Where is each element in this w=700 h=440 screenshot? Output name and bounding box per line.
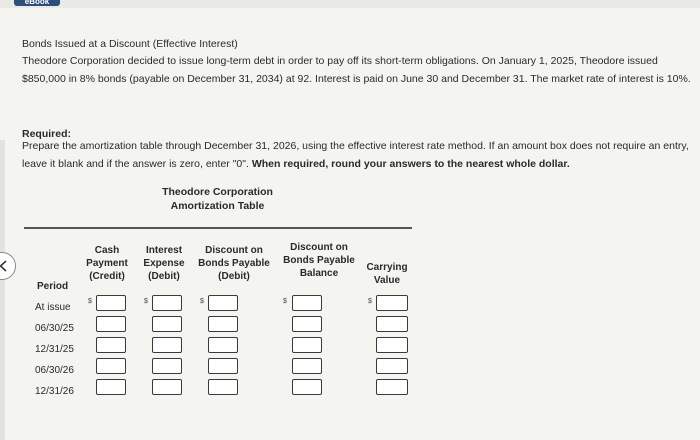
- header-line: Discount on: [205, 245, 263, 256]
- discount-amortized-input-12-31-25[interactable]: [208, 337, 238, 353]
- cash-payment-input-06-30-25[interactable]: [96, 316, 126, 332]
- period-label-12-31-25: 12/31/25: [35, 344, 74, 355]
- currency-symbol: $: [368, 298, 372, 305]
- interest-expense-header: [138, 244, 190, 283]
- carrying-value-input-12-31-26[interactable]: [376, 379, 408, 395]
- discount-balance-header: [278, 241, 360, 280]
- problem-title: Bonds Issued at a Discount (Effective Interest): [22, 38, 238, 50]
- discount-balance-input-06-30-26[interactable]: [292, 358, 322, 374]
- instructions-rounding: When required, round your answers to the nearest whole dollar.: [251, 158, 570, 170]
- top-bar: [0, 0, 700, 8]
- cash-payment-input-12-31-26[interactable]: [96, 379, 126, 395]
- currency-symbol: $: [200, 298, 204, 305]
- carrying-value-input-at-issue[interactable]: [376, 295, 408, 311]
- discount-on-bonds-header: [194, 244, 274, 283]
- company-name: Theodore Corporation: [162, 186, 273, 198]
- header-line: (Debit): [148, 271, 180, 282]
- interest-expense-input-at-issue[interactable]: [152, 295, 182, 311]
- header-line: Expense: [143, 258, 185, 269]
- carrying-value-input-06-30-26[interactable]: [376, 358, 408, 374]
- discount-amortized-input-06-30-26[interactable]: [208, 358, 238, 374]
- header-line: Balance: [299, 268, 339, 279]
- interest-expense-input-12-31-25[interactable]: [152, 337, 182, 353]
- chevron-left-icon: [0, 260, 7, 272]
- discount-amortized-input-06-30-25[interactable]: [208, 316, 238, 332]
- currency-symbol: $: [283, 298, 287, 305]
- carrying-value-input-06-30-25[interactable]: [376, 316, 408, 332]
- interest-expense-input-06-30-26[interactable]: [152, 358, 182, 374]
- header-line: (Credit): [89, 271, 125, 282]
- discount-amortized-input-at-issue[interactable]: [208, 295, 238, 311]
- interest-expense-input-06-30-25[interactable]: [152, 316, 182, 332]
- period-label-at-issue: At issue: [35, 302, 71, 313]
- divider: [24, 227, 412, 229]
- instructions-text: Prepare the amortization table through December 31, 2026, using the effective interest rate method. If an amount box does not require an entry, leave it blank and if the answer is zero, enter "0".: [22, 140, 689, 170]
- header-line: Bonds Payable: [283, 255, 355, 266]
- cash-payment-header: [82, 244, 132, 283]
- period-header: Period: [37, 281, 69, 292]
- discount-balance-input-12-31-25[interactable]: [292, 337, 322, 353]
- header-line: Carrying: [366, 262, 408, 273]
- cash-payment-input-06-30-26[interactable]: [96, 358, 126, 374]
- table-title: Amortization Table: [170, 200, 265, 212]
- interest-expense-input-12-31-26[interactable]: [152, 379, 182, 395]
- discount-balance-input-at-issue[interactable]: [292, 295, 322, 311]
- carrying-value-input-12-31-25[interactable]: [376, 337, 408, 353]
- header-line: Bonds Payable: [198, 258, 270, 269]
- header-line: Cash: [94, 245, 120, 256]
- left-edge: [0, 140, 5, 440]
- header-line: Payment: [86, 258, 128, 269]
- header-line: Interest: [145, 245, 183, 256]
- currency-symbol: $: [144, 298, 148, 305]
- period-label-12-31-26: 12/31/26: [35, 386, 74, 397]
- discount-amortized-input-12-31-26[interactable]: [208, 379, 238, 395]
- cash-payment-input-at-issue[interactable]: [96, 295, 126, 311]
- required-label: Required:: [22, 128, 72, 140]
- header-line: (Debit): [218, 271, 250, 282]
- ebook-tab[interactable]: eBook: [14, 0, 60, 6]
- header-line: Value: [373, 275, 401, 286]
- period-label-06-30-26: 06/30/26: [35, 365, 74, 376]
- instructions: [22, 137, 692, 173]
- cash-payment-input-12-31-25[interactable]: [96, 337, 126, 353]
- problem-text: Theodore Corporation decided to issue long-term debt in order to pay off its short-term obligations. On January 1, 2025, Theodore issued $850,000 in 8% bonds (payable on December 31, 2034) at 92. Interest is paid on June 30 and December 31. The market rate of interest is 10%.: [22, 55, 691, 85]
- header-line: Discount on: [290, 242, 348, 253]
- currency-symbol: $: [88, 298, 92, 305]
- previous-tab[interactable]: [0, 252, 16, 280]
- discount-balance-input-06-30-25[interactable]: [292, 316, 322, 332]
- discount-balance-input-12-31-26[interactable]: [292, 379, 322, 395]
- period-label-06-30-25: 06/30/25: [35, 323, 74, 334]
- carrying-value-header: [362, 261, 412, 287]
